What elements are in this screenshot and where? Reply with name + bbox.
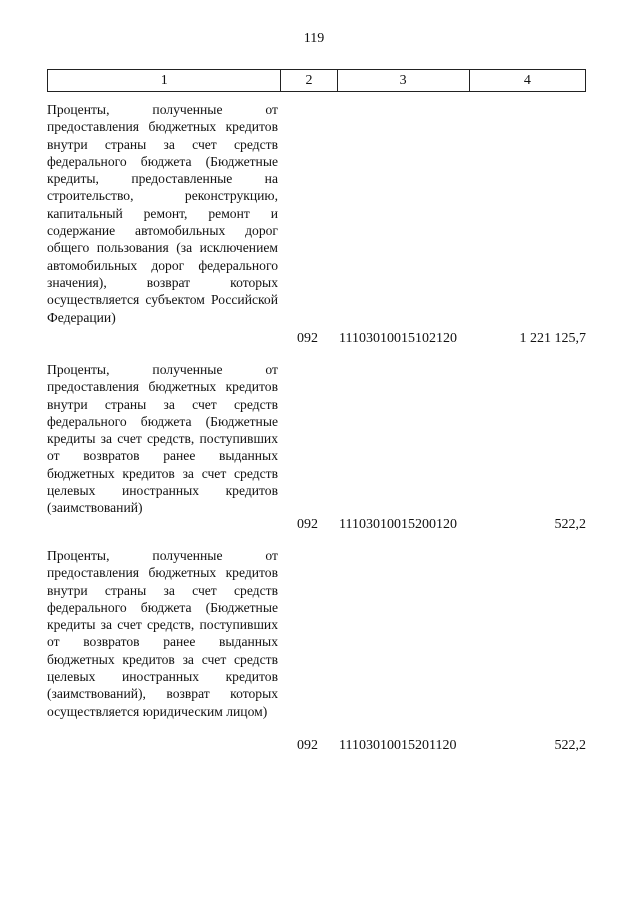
column-header-1: 1 <box>48 70 281 92</box>
row-budget-classification-code: 11103010015201120 <box>339 737 457 753</box>
row-description: Проценты, полученные от предоставления бюджетных кредитов внутри страны за счет средств федерального бюджета (Бюджетные кредиты, предоставленные на строительство, реконструкцию, капитальный ремонт, ремонт и содержание автомобильных дорог общего пользования (за исключением автомобильных дорог федерального значения), возврат которых осуществляется субъектом Российской Федерации) <box>47 102 278 325</box>
column-header-2: 2 <box>281 70 337 92</box>
row-amount: 1 221 125,7 <box>519 330 586 346</box>
row-admin-code: 092 <box>297 516 318 532</box>
table-row <box>47 101 586 347</box>
page-number: 119 <box>303 31 325 46</box>
row-amount: 522,2 <box>554 516 586 532</box>
row-budget-classification-code: 11103010015200120 <box>339 516 457 532</box>
table-row <box>47 361 586 533</box>
column-header-4: 4 <box>469 70 585 92</box>
column-header-3: 3 <box>337 70 469 92</box>
row-amount: 522,2 <box>554 737 586 753</box>
row-description: Проценты, полученные от предоставления бюджетных кредитов внутри страны за счет средств федерального бюджета (Бюджетные кредиты за счет средств, поступивших от возвратов ранее выданных бюджетных кредитов за счет средств целевых иностранных кредитов (заимствований), возврат которых осуществляется юридическим лицом) <box>47 548 278 719</box>
row-budget-classification-code: 11103010015102120 <box>339 330 457 346</box>
table-row <box>47 547 586 754</box>
column-header-row <box>48 70 586 92</box>
row-admin-code: 092 <box>297 737 318 753</box>
column-header-table <box>47 69 586 92</box>
row-description: Проценты, полученные от предоставления бюджетных кредитов внутри страны за счет средств федерального бюджета (Бюджетные кредиты за счет средств, поступивших от возвратов ранее выданных бюджетных кредитов за счет средств целевых иностранных кредитов (заимствований) <box>47 362 278 516</box>
row-admin-code: 092 <box>297 330 318 346</box>
